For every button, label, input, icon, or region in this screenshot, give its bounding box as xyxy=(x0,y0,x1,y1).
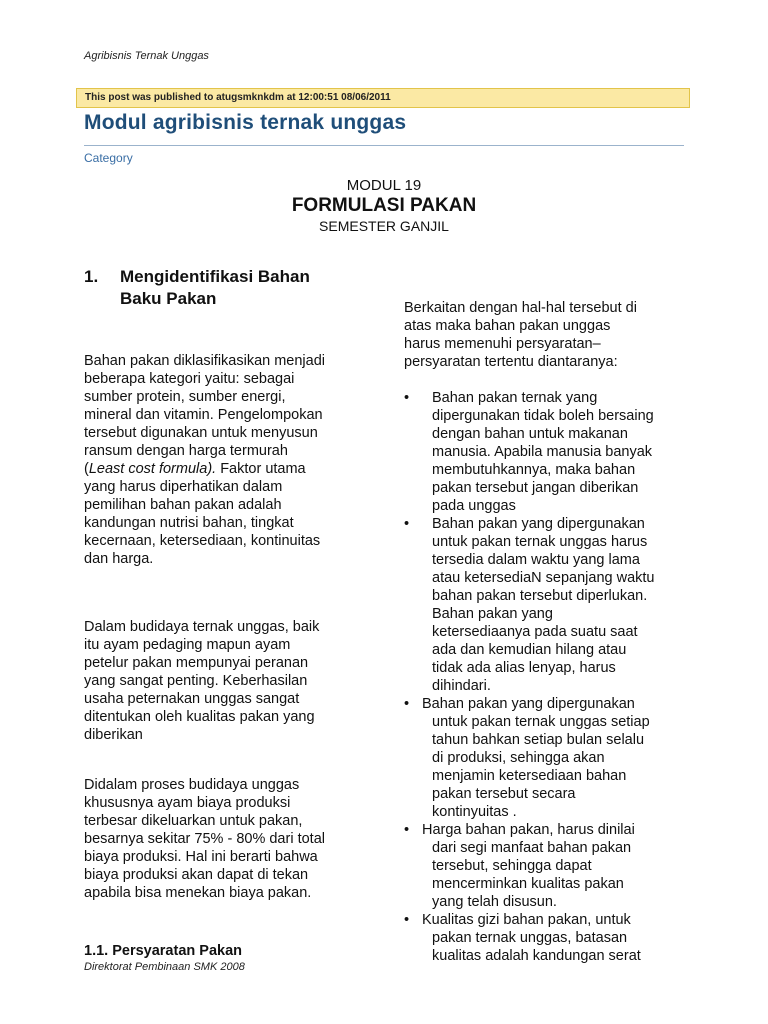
paren: ( xyxy=(84,461,89,477)
right-column xyxy=(404,299,704,965)
text-line: tersebut digunakan untuk menyusun xyxy=(84,425,318,441)
left-column xyxy=(84,266,384,960)
text-line: yang telah disusun. xyxy=(432,894,557,910)
category-link[interactable]: Category xyxy=(84,151,133,165)
text-line: atas maka bahan pakan unggas xyxy=(404,318,611,334)
paragraph-budidaya xyxy=(84,618,384,744)
paragraph-biaya-produksi xyxy=(84,776,384,902)
text-line: mencerminkan kualitas pakan xyxy=(432,876,624,892)
text-line: dan harga. xyxy=(84,551,154,567)
text-line: bahan pakan tersebut diperlukan. xyxy=(432,588,648,604)
text-line: terbesar dikeluarkan untuk pakan, xyxy=(84,813,303,829)
text-line: pakan ternak unggas, batasan xyxy=(432,930,628,946)
section-title-line: Baku Pakan xyxy=(120,289,217,308)
paragraph-intro xyxy=(404,299,704,371)
requirements-list xyxy=(404,389,704,965)
text-line: Berkaitan dengan hal-hal tersebut di xyxy=(404,300,637,316)
text-line: tersedia dalam waktu yang lama xyxy=(432,552,640,568)
text-line: sumber protein, sumber energi, xyxy=(84,389,286,405)
text-line: khususnya ayam biaya produksi xyxy=(84,795,291,811)
paragraph-classification xyxy=(84,352,384,568)
text-line: persyaratan tertentu diantaranya: xyxy=(404,354,618,370)
text-line: ada dan kemudian hilang atau xyxy=(432,642,627,658)
title-divider xyxy=(84,145,684,146)
text-line: Harga bahan pakan, harus dinilai xyxy=(422,822,635,838)
text-line: atau ketersediaN sepanjang waktu xyxy=(432,570,655,586)
text-line: yang harus diperhatikan dalam xyxy=(84,479,283,495)
text-fragment: Faktor utama xyxy=(216,461,306,477)
list-item xyxy=(404,821,704,911)
text-line: dipergunakan tidak boleh bersaing xyxy=(432,408,654,424)
text-line: Bahan pakan yang xyxy=(432,606,553,622)
bullet-icon: • xyxy=(404,516,410,532)
text-line: manusia. Apabila manusia banyak xyxy=(432,444,653,460)
section-number: 1. xyxy=(84,267,99,286)
text-line: kontinyuitas . xyxy=(432,804,517,820)
text-line: harus memenuhi persyaratan– xyxy=(404,336,601,352)
text-line: di produksi, sehingga akan xyxy=(432,750,605,766)
text-line: Didalam proses budidaya unggas xyxy=(84,777,300,793)
text-line: Kualitas gizi bahan pakan, untuk xyxy=(422,912,631,928)
text-line: menjamin ketersediaan bahan xyxy=(432,768,627,784)
running-header: Agribisnis Ternak Unggas xyxy=(84,50,209,62)
text-line: kualitas adalah kandungan serat xyxy=(432,948,641,964)
text-line xyxy=(84,460,384,478)
text-line: besarnya sekitar 75% - 80% dari total xyxy=(84,831,325,847)
text-line: Bahan pakan diklasifikasikan menjadi xyxy=(84,353,326,369)
list-item xyxy=(404,911,704,965)
running-footer: Direktorat Pembinaan SMK 2008 xyxy=(84,961,245,973)
publish-banner: This post was published to atugsmknkdm at 12:00:51 08/06/2011 xyxy=(76,88,690,108)
text-line: tahun bahkan setiap bulan selalu xyxy=(432,732,645,748)
text-line: Bahan pakan yang dipergunakan xyxy=(432,516,645,532)
text-line: petelur pakan mempunyai peranan xyxy=(84,655,309,671)
text-line: itu ayam pedaging mapun ayam xyxy=(84,637,291,653)
section-title xyxy=(120,266,310,310)
text-line: pemilihan bahan pakan adalah xyxy=(84,497,282,513)
text-line: Bahan pakan ternak yang xyxy=(432,390,598,406)
post-title[interactable]: Modul agribisnis ternak unggas xyxy=(84,111,407,134)
subsection-heading: 1.1. Persyaratan Pakan xyxy=(84,943,242,959)
text-line: mineral dan vitamin. Pengelompokan xyxy=(84,407,323,423)
bullet-icon: • xyxy=(404,390,410,406)
text-line: beberapa kategori yaitu: sebagai xyxy=(84,371,295,387)
section-heading xyxy=(84,266,384,310)
text-line: untuk pakan ternak unggas harus xyxy=(432,534,648,550)
text-line: pada unggas xyxy=(432,498,516,514)
text-line: pakan tersebut secara xyxy=(432,786,576,802)
module-semester: SEMESTER GANJIL xyxy=(319,218,449,234)
list-item xyxy=(404,515,704,695)
module-title: FORMULASI PAKAN xyxy=(291,195,477,216)
text-line: ditentukan oleh kualitas pakan yang xyxy=(84,709,315,725)
list-item xyxy=(404,695,704,821)
text-line: biaya produksi akan dapat di tekan xyxy=(84,867,309,883)
text-line: membutuhkannya, maka bahan xyxy=(432,462,636,478)
text-line: dihindari. xyxy=(432,678,491,694)
text-line: pakan tersebut jangan diberikan xyxy=(432,480,639,496)
text-line: usaha peternakan unggas sangat xyxy=(84,691,300,707)
text-line: apabila bisa menekan biaya pakan. xyxy=(84,885,312,901)
text-line: ransum dengan harga termurah xyxy=(84,443,288,459)
module-number: MODUL 19 xyxy=(346,177,422,194)
bullet-icon: • xyxy=(404,822,410,838)
bullet-icon: • xyxy=(404,696,410,712)
list-item xyxy=(404,389,704,515)
text-line: ketersediaanya pada suatu saat xyxy=(432,624,638,640)
italic-term: Least cost formula). xyxy=(88,461,217,477)
section-title-line: Mengidentifikasi Bahan xyxy=(120,267,310,286)
text-line: yang sangat penting. Keberhasilan xyxy=(84,673,308,689)
text-line: kecernaan, ketersediaan, kontinuitas xyxy=(84,533,321,549)
text-line: diberikan xyxy=(84,727,143,743)
text-line: dari segi manfaat bahan pakan xyxy=(432,840,632,856)
text-line: biaya produksi. Hal ini berarti bahwa xyxy=(84,849,318,865)
text-line: dengan bahan untuk makanan xyxy=(432,426,628,442)
text-line: Dalam budidaya ternak unggas, baik xyxy=(84,619,320,635)
text-line: tidak ada alias lenyap, harus xyxy=(432,660,616,676)
text-line: kandungan nutrisi bahan, tingkat xyxy=(84,515,294,531)
text-line: Bahan pakan yang dipergunakan xyxy=(422,696,635,712)
text-line: untuk pakan ternak unggas setiap xyxy=(432,714,650,730)
text-line: tersebut, sehingga dapat xyxy=(432,858,592,874)
bullet-icon: • xyxy=(404,912,410,928)
